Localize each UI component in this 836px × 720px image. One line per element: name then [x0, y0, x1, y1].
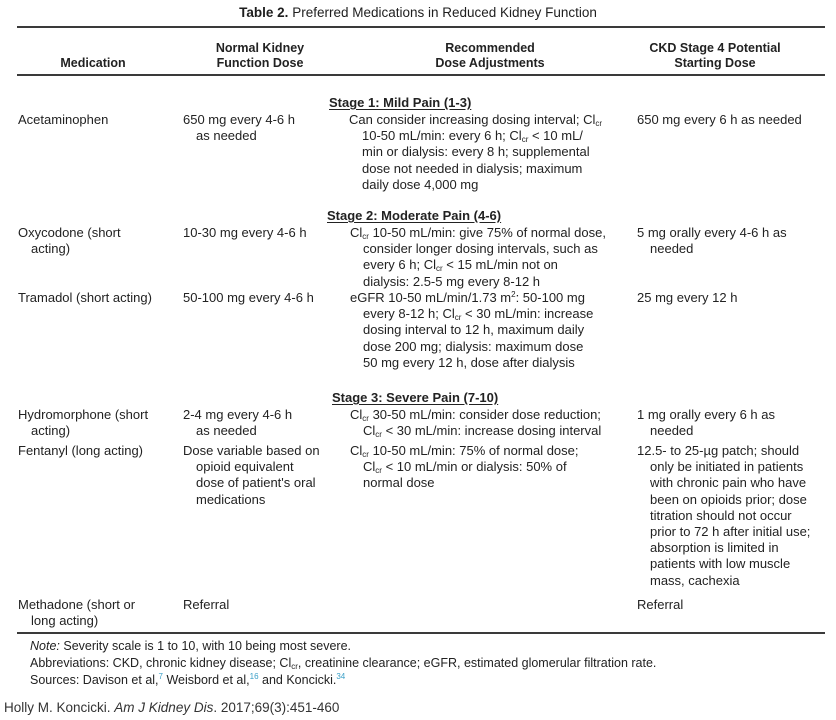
adjustment-cell — [350, 407, 601, 439]
adjustment-line: dose 200 mg; dialysis: maximum dose — [363, 338, 584, 354]
ckd-dose-line: been on opioids prior; dose — [650, 491, 807, 507]
medication-name: acting) — [31, 241, 71, 257]
header-adjust-line2: Dose Adjustments — [435, 56, 545, 70]
table-number: Table 2. — [239, 5, 289, 20]
ckd-dose-line: prior to 72 h after initial use; — [650, 524, 811, 540]
header-adjust-line1: Recommended — [445, 41, 535, 55]
header-ckd-line2: Starting Dose — [674, 56, 756, 70]
normal-dose-line: dose of patient's oral — [196, 475, 316, 491]
table-title-text: Preferred Medications in Reduced Kidney Function — [292, 5, 597, 20]
sources-text: Sources: Davison et al, — [30, 673, 159, 687]
ckd-dose-cell — [637, 290, 737, 306]
normal-dose-cell — [183, 597, 229, 613]
header-ckd-starting-dose — [620, 41, 810, 71]
ckd-dose-line: mass, cachexia — [650, 572, 740, 588]
medication-name: acting) — [31, 423, 71, 439]
adjustment-line: $Cl_{cr} < 30$ mL/min: increase dosing interval — [363, 423, 602, 440]
ckd-dose-line: 650 mg every 6 h as needed — [637, 112, 802, 127]
normal-dose-cell — [183, 290, 314, 306]
normal-dose-cell — [183, 407, 292, 439]
normal-dose-line: Referral — [183, 597, 230, 612]
medication-name: Acetaminophen — [18, 112, 109, 127]
normal-dose-line: opioid equivalent — [196, 459, 294, 475]
ckd-dose-line: only be initiated in patients — [650, 459, 804, 475]
normal-dose-line: as needed — [196, 423, 257, 439]
ckd-dose-line: 25 mg every 12 h — [637, 290, 738, 305]
adjustment-line: dose not needed in dialysis; maximum — [362, 160, 583, 176]
ckd-dose-line: absorption is limited in — [650, 540, 779, 556]
ckd-dose-line: patients with low muscle — [650, 556, 791, 572]
medication-cell — [18, 112, 108, 128]
adjustment-line: $Cl_{cr}$ 30-50 mL/min: consider dose reduction; — [350, 407, 601, 423]
adjustment-line: 10-50 mL/min: every 6 h; $Cl_{cr} < 10$ mL/ — [362, 128, 583, 145]
normal-dose-line: as needed — [196, 128, 257, 144]
header-normal-line2: Function Dose — [216, 56, 304, 70]
normal-dose-line: 50-100 mg every 4-6 h — [183, 290, 314, 305]
reference-link-16[interactable]: 16 — [249, 672, 259, 681]
normal-dose-cell — [183, 225, 307, 241]
ckd-dose-line: 5 mg orally every 4-6 h as — [637, 225, 787, 240]
header-medication-label: Medication — [60, 56, 126, 70]
article-citation — [4, 700, 339, 715]
note-label: Note: — [30, 639, 60, 653]
adjustment-line: consider longer dosing intervals, such as — [363, 241, 598, 257]
top-rule — [17, 26, 825, 28]
ckd-dose-line: with chronic pain who have — [650, 475, 807, 491]
medication-name: Tramadol (short acting) — [18, 290, 152, 305]
ckd-dose-line: 12.5- to 25-µg patch; should — [637, 443, 800, 458]
adjustment-cell — [349, 112, 602, 193]
ckd-dose-line: needed — [650, 423, 694, 439]
medication-name: long acting) — [31, 613, 99, 629]
adjustment-cell — [350, 225, 606, 290]
abbrev-text: , creatinine clearance; eGFR, estimated glomerular filtration rate. — [297, 656, 657, 670]
adjustment-line: dialysis: 2.5-5 mg every 8-12 h — [363, 273, 541, 289]
adjustment-line: min or dialysis: every 8 h; supplemental — [362, 144, 590, 160]
adjustment-line: dosing interval to 12 h, maximum daily — [363, 322, 585, 338]
stage-3-heading: Stage 3: Severe Pain (7-10) — [332, 390, 499, 405]
normal-dose-cell — [183, 112, 295, 144]
adjustment-line: daily dose 4,000 mg — [362, 176, 479, 192]
normal-dose-line: 2-4 mg every 4-6 h — [183, 407, 293, 422]
sources-text: Weisbord et al, — [163, 673, 250, 687]
stage-2-heading: Stage 2: Moderate Pain (4-6) — [327, 208, 502, 223]
citation-journal: Am J Kidney Dis — [114, 700, 214, 715]
ckd-dose-line: Referral — [637, 597, 684, 612]
medication-name: Fentanyl (long acting) — [18, 443, 144, 458]
header-rule — [17, 74, 825, 76]
normal-dose-line: 10-30 mg every 4-6 h — [183, 225, 307, 240]
adjustment-line: every 8-12 h; $Cl_{cr} < 30$ mL/min: increase — [363, 306, 594, 323]
header-medication — [28, 56, 158, 71]
footnote-severity — [30, 639, 351, 653]
adjustment-line: $Cl_{cr}$ 10-50 mL/min: give 75% of normal dose, — [350, 225, 606, 241]
abbrev-text: Abbreviations: CKD, chronic kidney disease; Cl — [30, 656, 292, 670]
sources-text: and Koncicki. — [258, 673, 337, 687]
footnote-sources — [30, 673, 345, 687]
medication-cell — [18, 225, 121, 257]
adjustment-line: every 6 h; $Cl_{cr} < 15$ mL/min not on — [363, 257, 558, 274]
stage-1-heading: Stage 1: Mild Pain (1-3) — [329, 95, 472, 110]
bottom-rule — [17, 632, 825, 634]
adjustment-line: eGFR 10-50 mL/min/1.73 $m^2$: 50-100 mg — [350, 290, 585, 305]
normal-dose-cell — [183, 443, 320, 508]
ckd-dose-line: 1 mg orally every 6 h as — [637, 407, 776, 422]
adjustment-line: 50 mg every 12 h, dose after dialysis — [363, 354, 575, 370]
ckd-dose-cell — [637, 225, 787, 257]
ckd-dose-line: titration should not occur — [650, 507, 792, 523]
reference-link-34[interactable]: 34 — [336, 672, 346, 681]
header-dose-adjustments — [400, 41, 580, 71]
ckd-dose-cell — [637, 443, 810, 589]
normal-dose-line: 650 mg every 4-6 h — [183, 112, 296, 127]
table-title — [0, 5, 836, 20]
header-normal-line1: Normal Kidney — [215, 41, 305, 55]
medication-cell — [18, 290, 152, 306]
header-normal-dose — [200, 41, 320, 71]
reference-link-7[interactable]: 7 — [158, 672, 163, 681]
adjustment-line: $Cl_{cr}$ 10-50 mL/min: 75% of normal dose; — [350, 443, 579, 459]
medication-cell — [18, 407, 148, 439]
medication-cell — [18, 597, 135, 629]
citation-details: . 2017;69(3):451-460 — [213, 700, 340, 715]
ckd-dose-line: needed — [650, 241, 694, 257]
normal-dose-line: medications — [196, 491, 266, 507]
ckd-dose-cell — [637, 597, 683, 613]
adjustment-line: normal dose — [363, 475, 435, 491]
ckd-dose-cell — [637, 112, 802, 128]
citation-author: Holly M. Koncicki. — [4, 700, 111, 715]
adjustment-line: $Cl_{cr} < 10$ mL/min or dialysis: 50% of — [363, 459, 567, 476]
adjustment-line: Can consider increasing dosing interval; $Cl_{cr}$ — [349, 112, 603, 128]
note-text: Severity scale is 1 to 10, with 10 being most severe. — [59, 639, 352, 653]
abbrev-sub: cr — [291, 662, 298, 671]
adjustment-cell — [350, 443, 579, 492]
normal-dose-line: Dose variable based on — [183, 443, 320, 458]
adjustment-cell — [350, 290, 593, 371]
medication-cell — [18, 443, 143, 459]
medication-name: Methadone (short or — [18, 597, 136, 612]
header-ckd-line1: CKD Stage 4 Potential — [649, 41, 781, 55]
ckd-dose-cell — [637, 407, 775, 439]
footnote-abbreviations — [30, 656, 656, 670]
medication-name: Hydromorphone (short — [18, 407, 149, 422]
medication-name: Oxycodone (short — [18, 225, 121, 240]
